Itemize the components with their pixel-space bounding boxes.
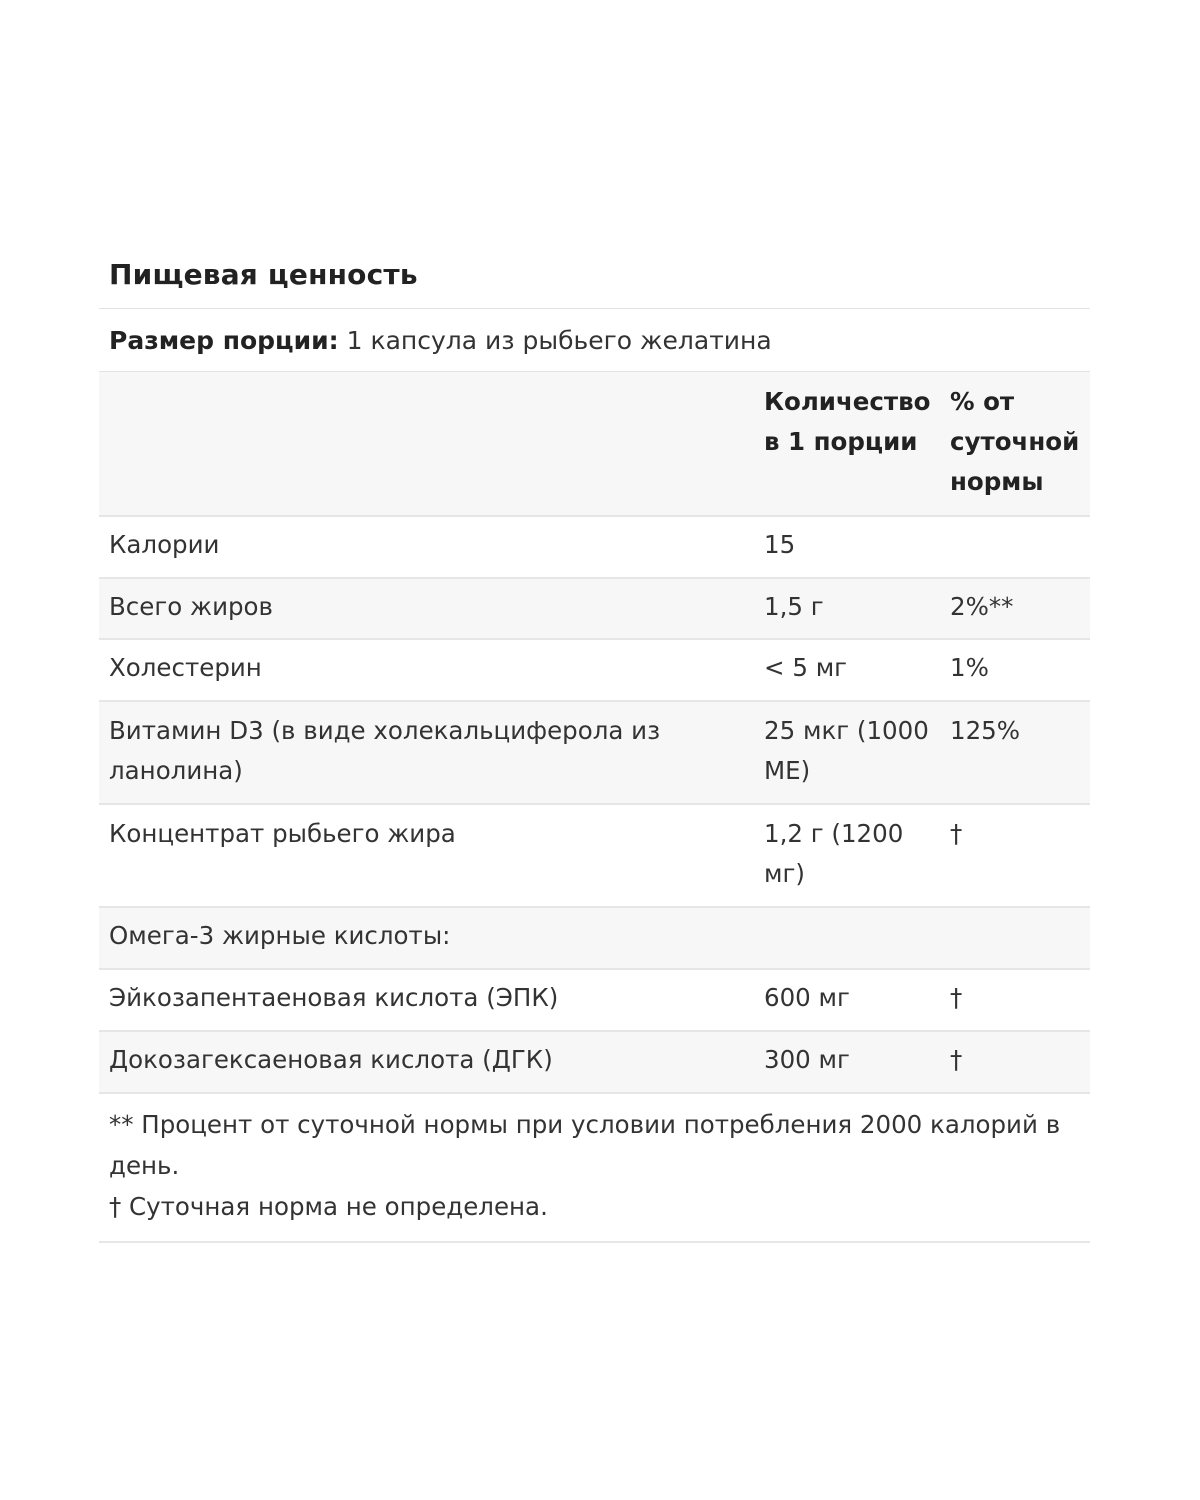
footnote-daily-value-basis: ** Процент от суточной нормы при условии потребления 2000 калорий в день.	[109, 1110, 1061, 1180]
row-daily-value	[941, 525, 1090, 577]
row-amount: 15	[764, 530, 796, 559]
row-amount: < 5 мг	[764, 653, 848, 682]
row-daily-value: †	[950, 1045, 963, 1074]
serving-size-value: 1 капсула из рыбьего желатина	[346, 325, 772, 355]
table-row-total-fat	[99, 579, 1090, 640]
row-name: Докозагексаеновая кислота (ДГК)	[109, 1045, 553, 1074]
footnote-not-established: † Суточная норма не определена.	[109, 1192, 548, 1221]
header-amount: Количество в 1 порции	[764, 387, 931, 456]
row-amount: 25 мкг (1000 МЕ)	[764, 716, 929, 785]
header-daily-value: % от суточной нормы	[950, 387, 1080, 496]
footnotes	[99, 1094, 1090, 1243]
row-name: Всего жиров	[109, 592, 273, 621]
row-daily-value: †	[950, 983, 963, 1012]
row-daily-value: 2%**	[950, 592, 1014, 621]
table-header-row	[99, 372, 1090, 517]
row-daily-value: 125%	[950, 716, 1021, 745]
header-name-cell	[99, 382, 754, 515]
serving-size-row	[99, 309, 1090, 372]
table-row-fish-oil	[99, 805, 1090, 908]
row-amount	[754, 916, 941, 968]
table-row-epa	[99, 970, 1090, 1032]
row-daily-value: 1%	[950, 653, 989, 682]
table-row-vitamin-d3	[99, 702, 1090, 805]
row-name: Калории	[109, 530, 220, 559]
table-row-calories	[99, 517, 1090, 579]
table-row-omega-3	[99, 908, 1090, 970]
table-row-cholesterol	[99, 640, 1090, 702]
row-name: Эйкозапентаеновая кислота (ЭПК)	[109, 983, 559, 1012]
table-row-dha	[99, 1032, 1090, 1094]
row-name: Омега-3 жирные кислоты:	[109, 921, 451, 950]
row-amount: 1,5 г	[764, 592, 824, 621]
row-name: Холестерин	[109, 653, 262, 682]
row-amount: 1,2 г (1200 мг)	[764, 819, 904, 888]
nutrition-facts-panel	[99, 241, 1090, 1243]
row-name: Концентрат рыбьего жира	[109, 819, 456, 848]
row-name: Витамин D3 (в виде холекальциферола из ланолина)	[109, 716, 661, 785]
row-daily-value	[941, 916, 1090, 968]
row-amount: 300 мг	[764, 1045, 850, 1074]
title-row	[99, 241, 1090, 309]
row-amount: 600 мг	[764, 983, 850, 1012]
panel-title: Пищевая ценность	[109, 258, 418, 291]
serving-size-label: Размер порции:	[109, 325, 339, 355]
row-daily-value: †	[950, 819, 963, 848]
